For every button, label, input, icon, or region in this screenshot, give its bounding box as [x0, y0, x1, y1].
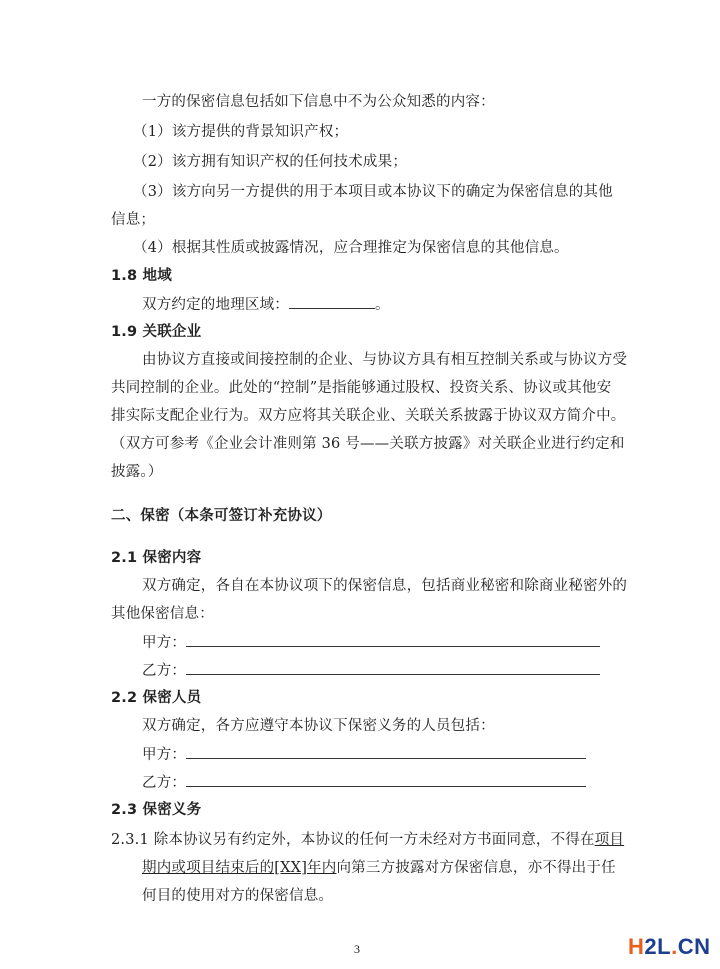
affiliate-line-5: 披露。） — [111, 464, 163, 480]
conf-content-line-1: 双方确定，各自在本协议项下的保密信息，包括商业秘密和除商业秘密外的 — [142, 578, 628, 594]
affiliate-line-3: 排实际支配企业行为。双方应将其关联企业、关联关系披露于协议双方简介中。 — [111, 408, 626, 424]
site-logo: H2L.CN — [628, 934, 711, 959]
list-item-2: （2）该方拥有知识产权的任何技术成果； — [133, 154, 408, 170]
para-intro: 一方的保密信息包括如下信息中不为公众知悉的内容： — [142, 94, 495, 110]
obligation-line-1 — [111, 830, 624, 850]
region-end: 。 — [375, 297, 390, 313]
chapter-2-title: 二、保密（本条可签订补充协议） — [111, 508, 332, 524]
conf-personnel-line-1: 双方确定，各方应遵守本协议下保密义务的人员包括： — [142, 718, 495, 734]
affiliate-line-1: 由协议方直接或间接控制的企业、与协议方具有相互控制关系或与协议方受 — [142, 352, 628, 368]
list-item-3-cont: 信息； — [111, 212, 156, 228]
conf-content-party-b — [142, 660, 600, 681]
section-2-3-title: 2.3 保密义务 — [111, 802, 202, 818]
party-b-label: 乙方： — [142, 663, 187, 679]
section-2-2-title: 2.2 保密人员 — [111, 690, 202, 706]
conf-personnel-party-a — [142, 744, 586, 765]
region-line — [142, 294, 390, 315]
conf-content-line-2: 其他保密信息： — [111, 606, 214, 622]
list-item-4: （4）根据其性质或披露情况，应合理推定为保密信息的其他信息。 — [133, 240, 569, 256]
party-a-label: 甲方： — [142, 635, 187, 651]
obligation-line-3: 何目的使用对方的保密信息。 — [142, 888, 334, 904]
personnel-b-label: 乙方： — [142, 775, 187, 791]
obligation-underline-2: 期内或项目结束后的[XX]年内 — [142, 860, 337, 876]
personnel-b-blank[interactable] — [186, 772, 586, 787]
region-label: 双方约定的地理区域： — [142, 297, 289, 313]
affiliate-line-4: （双方可参考《企业会计准则第 36 号——关联方披露》对关联企业进行约定和 — [111, 436, 625, 452]
obligation-underline-1: 项目 — [594, 832, 625, 848]
section-2-1-title: 2.1 保密内容 — [111, 550, 202, 566]
list-item-1: （1）该方提供的背景知识产权； — [133, 124, 349, 140]
personnel-a-blank[interactable] — [186, 744, 586, 759]
region-blank[interactable] — [289, 294, 375, 309]
obligation-text-2: 向第三方披露对方保密信息，亦不得出于任 — [336, 860, 616, 876]
obligation-text-1: 2.3.1 除本协议另有约定外，本协议的任何一方未经对方书面同意，不得在 — [111, 832, 595, 848]
personnel-a-label: 甲方： — [142, 747, 187, 763]
list-item-3: （3）该方向另一方提供的用于本项目或本协议下的确定为保密信息的其他 — [133, 184, 613, 200]
conf-content-party-a — [142, 632, 600, 653]
affiliate-line-2: 共同控制的企业。此处的“控制”是指能够通过股权、投资关系、协议或其他安 — [111, 380, 612, 396]
section-1-8-title: 1.8 地域 — [111, 268, 172, 284]
section-1-9-title: 1.9 关联企业 — [111, 324, 202, 340]
page-number: 3 — [354, 942, 360, 956]
party-a-blank[interactable] — [186, 632, 600, 647]
obligation-line-2 — [142, 858, 616, 878]
party-b-blank[interactable] — [186, 660, 600, 675]
conf-personnel-party-b — [142, 772, 586, 793]
